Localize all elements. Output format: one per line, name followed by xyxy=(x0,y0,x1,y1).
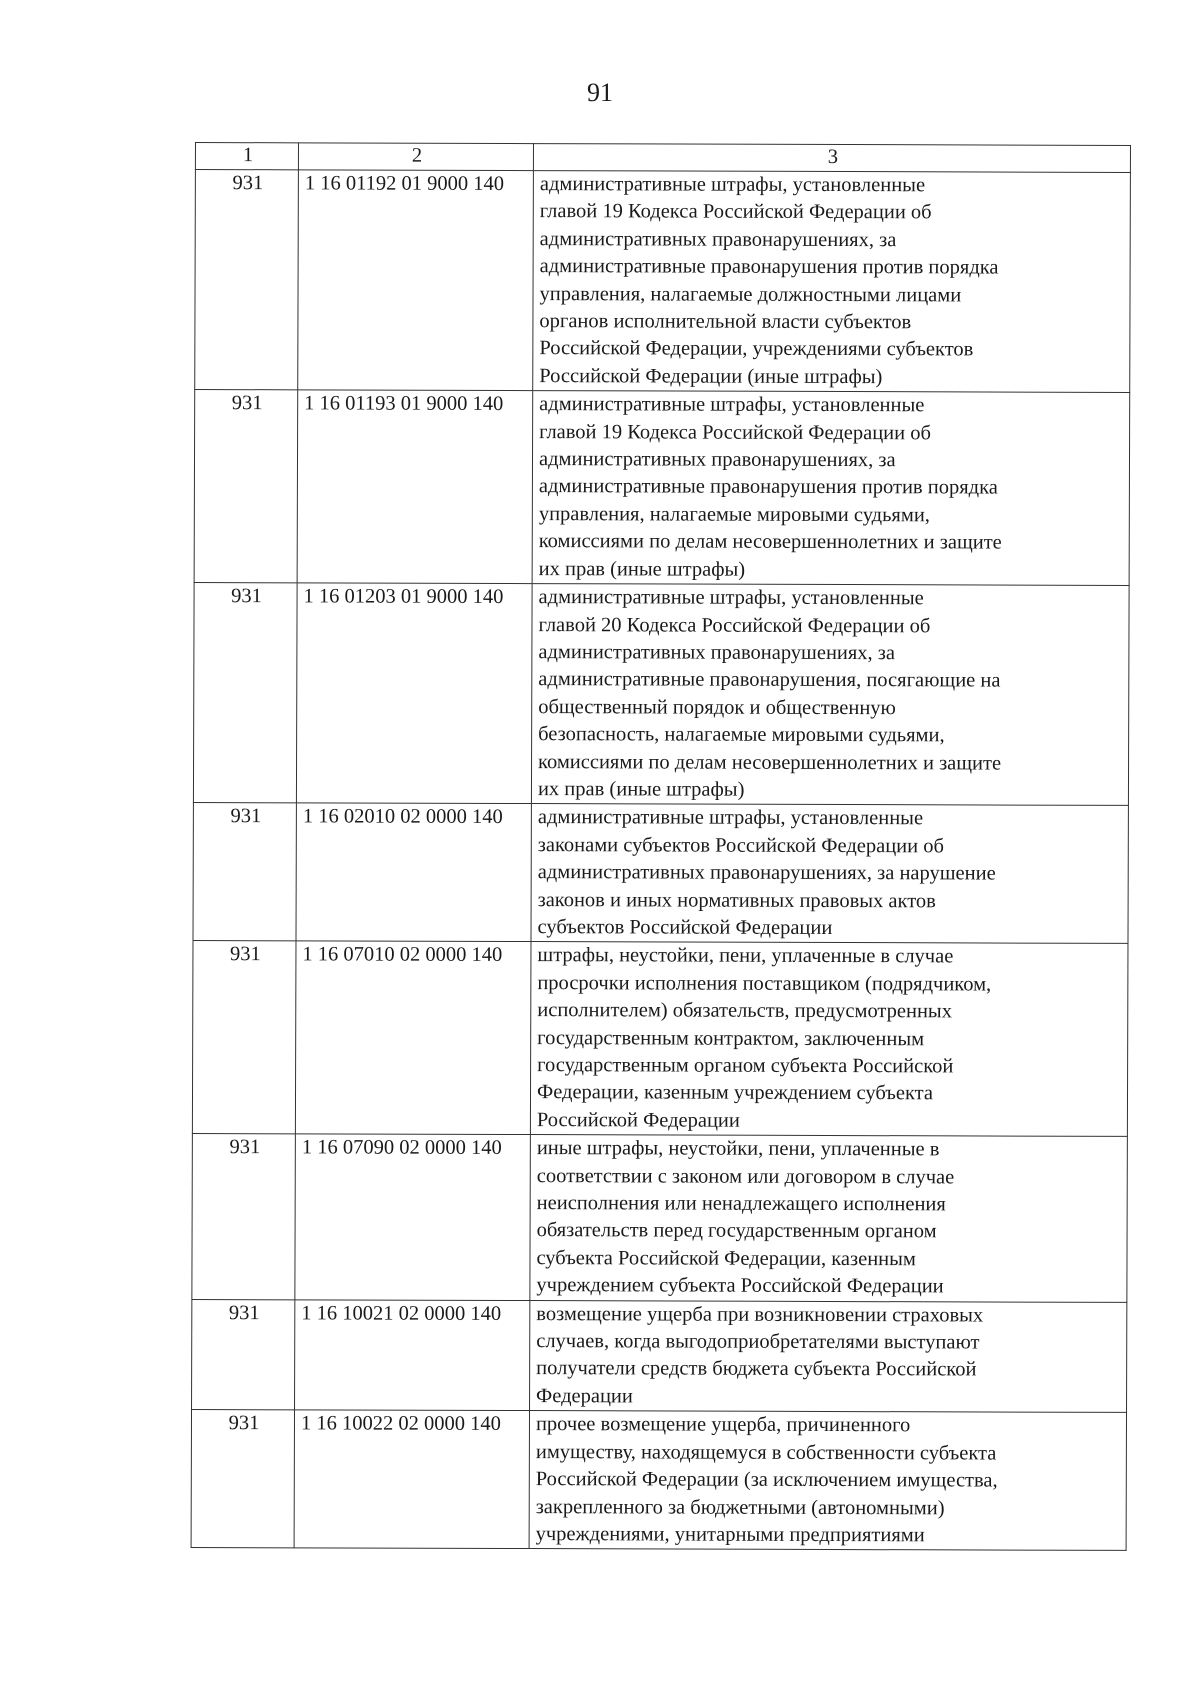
description-line: административные штрафы, установленные xyxy=(538,586,924,610)
budget-code-cell: 1 16 02010 02 0000 140 xyxy=(296,803,531,942)
column-header-3: 3 xyxy=(533,144,1130,173)
description-line: безопасность, налагаемые мировыми судьями, xyxy=(538,723,945,747)
budget-code-cell: 1 16 07010 02 0000 140 xyxy=(295,941,531,1135)
admin-code-cell: 931 xyxy=(192,1134,296,1300)
page-number: 91 xyxy=(587,78,613,107)
description-cell xyxy=(530,942,1128,1137)
table-header-row xyxy=(195,143,1130,173)
description-line: административных правонарушениях, за xyxy=(539,227,897,252)
admin-code-cell: 931 xyxy=(194,390,298,583)
table-row xyxy=(192,1134,1128,1302)
description-line: административные штрафы, установленные xyxy=(539,393,925,417)
description-cell xyxy=(531,804,1128,944)
description-line: главой 20 Кодекса Российской Федерации об xyxy=(538,613,931,637)
table-body xyxy=(191,143,1130,1551)
admin-code-cell: 931 xyxy=(195,170,299,391)
description-line: главой 19 Кодекса Российской Федерации об xyxy=(539,200,932,224)
budget-code-cell: 1 16 01192 01 9000 140 xyxy=(298,170,534,391)
description-line: государственным контрактом, заключенным xyxy=(537,1026,925,1050)
description-line: обязательств перед государственным органом xyxy=(536,1219,937,1243)
description-line: субъекта Российской Федерации, казенным xyxy=(536,1246,916,1271)
description-line: их прав (иные штрафы) xyxy=(538,557,746,581)
description-line: управления, налагаемые должностными лицами xyxy=(539,282,962,307)
table-row xyxy=(192,941,1128,1137)
description-line: исполнителем) обязательств, предусмотренных xyxy=(537,999,953,1023)
description-line: административных правонарушениях, за нарушение xyxy=(537,861,996,885)
admin-code-cell: 931 xyxy=(193,583,297,804)
description-line: получатели средств бюджета субъекта Российской xyxy=(536,1357,977,1381)
description-line: случаев, когда выгодоприобретателями выступают xyxy=(536,1330,980,1354)
description-line: административных правонарушениях, за xyxy=(538,640,896,665)
description-line: административные штрафы, установленные xyxy=(539,173,926,197)
description-line: главой 19 Кодекса Российской Федерации об xyxy=(539,420,931,444)
description-line: Российской Федерации, учреждениями субъектов xyxy=(539,337,974,361)
budget-code-cell: 1 16 01193 01 9000 140 xyxy=(297,390,533,584)
budget-code-cell: 1 16 10022 02 0000 140 xyxy=(294,1410,529,1549)
description-cell xyxy=(529,1411,1126,1551)
description-line: комиссиями по делам несовершеннолетних и защите xyxy=(538,750,1002,775)
description-line: имуществу, находящемуся в собственности субъекта xyxy=(535,1440,997,1465)
description-cell xyxy=(533,171,1131,393)
description-cell xyxy=(531,584,1129,806)
description-line: управления, налагаемые мировыми судьями, xyxy=(538,502,930,527)
description-line: законов и иных нормативных правовых актов xyxy=(537,888,936,912)
description-cell xyxy=(530,1300,1127,1413)
admin-code-cell: 931 xyxy=(193,803,296,941)
description-line: административные правонарушения против порядка xyxy=(538,475,998,499)
table-row xyxy=(193,583,1129,806)
description-line: учреждением субъекта Российской Федерации xyxy=(536,1274,944,1298)
budget-code-cell: 1 16 07090 02 0000 140 xyxy=(295,1134,531,1300)
description-line: органов исполнительной власти субъектов xyxy=(539,310,912,334)
description-line: Российской Федерации xyxy=(536,1108,740,1132)
description-line: Российской Федерации (иные штрафы) xyxy=(539,364,883,389)
description-line: государственным органом субъекта Российской xyxy=(537,1054,954,1078)
budget-code-cell: 1 16 01203 01 9000 140 xyxy=(296,583,532,804)
admin-code-cell: 931 xyxy=(191,1410,294,1548)
description-line: субъектов Российской Федерации xyxy=(537,916,833,939)
description-line: учреждениями, унитарными предприятиями xyxy=(535,1522,925,1547)
table-row xyxy=(193,803,1128,944)
description-cell xyxy=(530,1135,1128,1302)
admin-code-cell: 931 xyxy=(192,941,296,1134)
description-line: административные правонарушения против порядка xyxy=(539,255,999,279)
description-line: неисполнения или ненадлежащего исполнения xyxy=(536,1192,946,1216)
table-row xyxy=(194,390,1130,586)
description-line: иные штрафы, неустойки, пени, уплаченные в xyxy=(536,1137,940,1161)
description-line: Федерации, казенным учреждением субъекта xyxy=(536,1081,934,1105)
description-line: штрафы, неустойки, пени, уплаченные в случае xyxy=(537,944,954,968)
description-line: соответствии с законом или договором в случае xyxy=(536,1164,955,1189)
revenue-codes-table xyxy=(191,142,1131,1551)
admin-code-cell: 931 xyxy=(192,1299,295,1410)
description-line: просрочки исполнения поставщиком (подрядчиком, xyxy=(537,971,992,996)
description-line: административных правонарушениях, за xyxy=(538,448,896,472)
description-line: возмещение ущерба при возникновении страховых xyxy=(536,1302,984,1327)
description-line: комиссиями по делам несовершеннолетних и защите xyxy=(538,530,1002,554)
column-header-2: 2 xyxy=(298,143,533,171)
description-line: Российской Федерации (за исключением имущества, xyxy=(535,1468,998,1492)
description-line: законами субъектов Российской Федерации об xyxy=(537,833,944,858)
budget-code-cell: 1 16 10021 02 0000 140 xyxy=(295,1299,530,1410)
table-row xyxy=(191,1410,1126,1551)
description-line: их прав (иные штрафы) xyxy=(537,778,745,801)
description-line: административные штрафы, установленные xyxy=(537,806,924,830)
description-cell xyxy=(532,391,1130,586)
description-line: закрепленного за бюджетными (автономными) xyxy=(535,1495,945,1519)
table-row xyxy=(192,1299,1127,1413)
description-line: прочее возмещение ущерба, причиненного xyxy=(535,1413,911,1437)
description-line: административные правонарушения, посягающие на xyxy=(538,668,1001,692)
table-row xyxy=(195,170,1131,393)
description-line: общественный порядок и общественную xyxy=(538,695,896,719)
description-line: Федерации xyxy=(536,1384,633,1408)
column-header-1: 1 xyxy=(195,143,298,170)
